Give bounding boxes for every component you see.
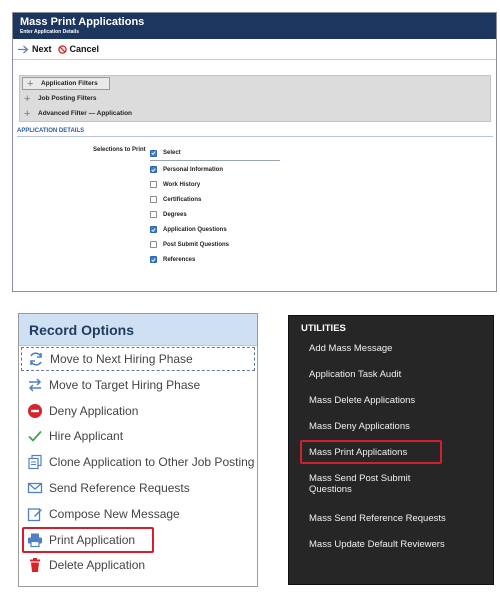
option-label: Deny Application bbox=[49, 403, 139, 418]
next-button[interactable] bbox=[18, 44, 52, 54]
delete-application-option[interactable] bbox=[19, 553, 257, 579]
filter-advanced[interactable] bbox=[20, 106, 490, 121]
checkbox-label: Select bbox=[163, 150, 181, 156]
utility-mass-print-applications[interactable]: Mass Print Applications bbox=[309, 447, 408, 458]
clone-application-option[interactable] bbox=[19, 449, 257, 475]
checkbox[interactable] bbox=[150, 241, 157, 248]
swap-arrows-icon bbox=[27, 377, 43, 393]
option-label: Hire Applicant bbox=[49, 429, 124, 444]
trash-icon bbox=[27, 557, 43, 573]
deny-application-option[interactable] bbox=[19, 398, 257, 424]
compose-icon bbox=[27, 506, 43, 522]
action-bar bbox=[13, 39, 496, 60]
mass-print-window bbox=[12, 12, 497, 292]
utility-mass-update-default-reviewers[interactable]: Mass Update Default Reviewers bbox=[309, 539, 445, 550]
utility-mass-send-post-submit-questions[interactable]: Mass Send Post Submit Questions bbox=[309, 473, 411, 495]
move-next-phase-option[interactable] bbox=[21, 347, 255, 371]
checkbox-work-history[interactable] bbox=[150, 177, 280, 192]
option-label: Move to Target Hiring Phase bbox=[49, 377, 201, 392]
checkbox[interactable] bbox=[150, 196, 157, 203]
option-label: Delete Application bbox=[49, 558, 146, 573]
clone-icon bbox=[27, 454, 43, 470]
checkbox[interactable] bbox=[150, 226, 157, 233]
section-title: APPLICATION DETAILS bbox=[17, 128, 493, 137]
checkbox-label: Personal Information bbox=[163, 166, 224, 173]
checkbox-certifications[interactable] bbox=[150, 192, 280, 207]
checkmark-icon bbox=[27, 428, 43, 444]
checkbox[interactable] bbox=[150, 256, 157, 263]
filter-label: Job Posting Filters bbox=[38, 95, 97, 102]
send-reference-requests-option[interactable] bbox=[19, 475, 257, 501]
selections-checkbox-list bbox=[150, 146, 280, 267]
expand-plus-icon: + bbox=[27, 77, 34, 90]
print-application-option[interactable] bbox=[19, 527, 257, 553]
printer-icon bbox=[27, 532, 43, 548]
next-label: Next bbox=[32, 44, 52, 54]
checkbox-personal-information[interactable] bbox=[150, 162, 280, 177]
cancel-icon bbox=[58, 45, 67, 54]
selections-label: Selections to Print bbox=[93, 147, 146, 153]
cancel-button[interactable] bbox=[58, 44, 100, 54]
move-target-phase-option[interactable] bbox=[19, 372, 257, 398]
refresh-icon bbox=[28, 351, 44, 367]
expand-plus-icon: + bbox=[24, 107, 31, 120]
arrow-right-icon bbox=[18, 45, 29, 54]
utility-add-mass-message[interactable]: Add Mass Message bbox=[309, 343, 393, 354]
filter-application[interactable] bbox=[22, 77, 110, 90]
option-label: Compose New Message bbox=[49, 506, 180, 521]
option-label: Send Reference Requests bbox=[49, 481, 190, 496]
option-label: Clone Application to Other Job Posting bbox=[49, 455, 255, 470]
checkbox[interactable] bbox=[150, 211, 157, 218]
checkbox-label: Application Questions bbox=[163, 226, 227, 233]
filter-label: Advanced Filter — Application bbox=[38, 110, 133, 117]
option-label: Move to Next Hiring Phase bbox=[50, 352, 193, 366]
utility-application-task-audit[interactable]: Application Task Audit bbox=[309, 369, 402, 380]
checkbox-select-all[interactable] bbox=[150, 146, 280, 161]
checkbox-application-questions[interactable] bbox=[150, 222, 280, 237]
utilities-title: UTILITIES bbox=[301, 323, 346, 334]
checkbox-label: Certifications bbox=[163, 196, 202, 203]
deny-icon bbox=[27, 403, 43, 419]
utility-mass-delete-applications[interactable]: Mass Delete Applications bbox=[309, 395, 416, 406]
cancel-label: Cancel bbox=[69, 44, 100, 54]
hire-applicant-option[interactable] bbox=[19, 424, 257, 450]
utilities-panel bbox=[288, 315, 494, 585]
utility-mass-deny-applications[interactable]: Mass Deny Applications bbox=[309, 421, 410, 432]
checkbox[interactable] bbox=[150, 166, 157, 173]
utility-mass-send-reference-requests[interactable]: Mass Send Reference Requests bbox=[309, 513, 446, 524]
compose-message-option[interactable] bbox=[19, 501, 257, 527]
filter-label: Application Filters bbox=[41, 80, 98, 87]
envelope-icon bbox=[27, 480, 43, 496]
checkbox-label: References bbox=[163, 256, 196, 263]
filter-job-posting[interactable] bbox=[20, 91, 490, 106]
checkbox-post-submit-questions[interactable] bbox=[150, 237, 280, 252]
checkbox[interactable] bbox=[150, 181, 157, 188]
checkbox-label: Degrees bbox=[163, 211, 187, 218]
checkbox[interactable] bbox=[150, 150, 157, 157]
checkbox-references[interactable] bbox=[150, 252, 280, 267]
option-label: Print Application bbox=[49, 532, 136, 547]
window-titlebar bbox=[13, 13, 496, 39]
window-title: Mass Print Applications bbox=[20, 16, 145, 28]
window-subtitle: Enter Application Details bbox=[20, 29, 79, 35]
checkbox-label: Work History bbox=[163, 181, 201, 188]
filters-panel bbox=[19, 75, 491, 122]
checkbox-degrees[interactable] bbox=[150, 207, 280, 222]
record-options-panel bbox=[18, 313, 258, 587]
record-options-title: Record Options bbox=[19, 314, 257, 346]
checkbox-label: Post Submit Questions bbox=[163, 241, 230, 248]
expand-plus-icon: + bbox=[24, 92, 31, 105]
